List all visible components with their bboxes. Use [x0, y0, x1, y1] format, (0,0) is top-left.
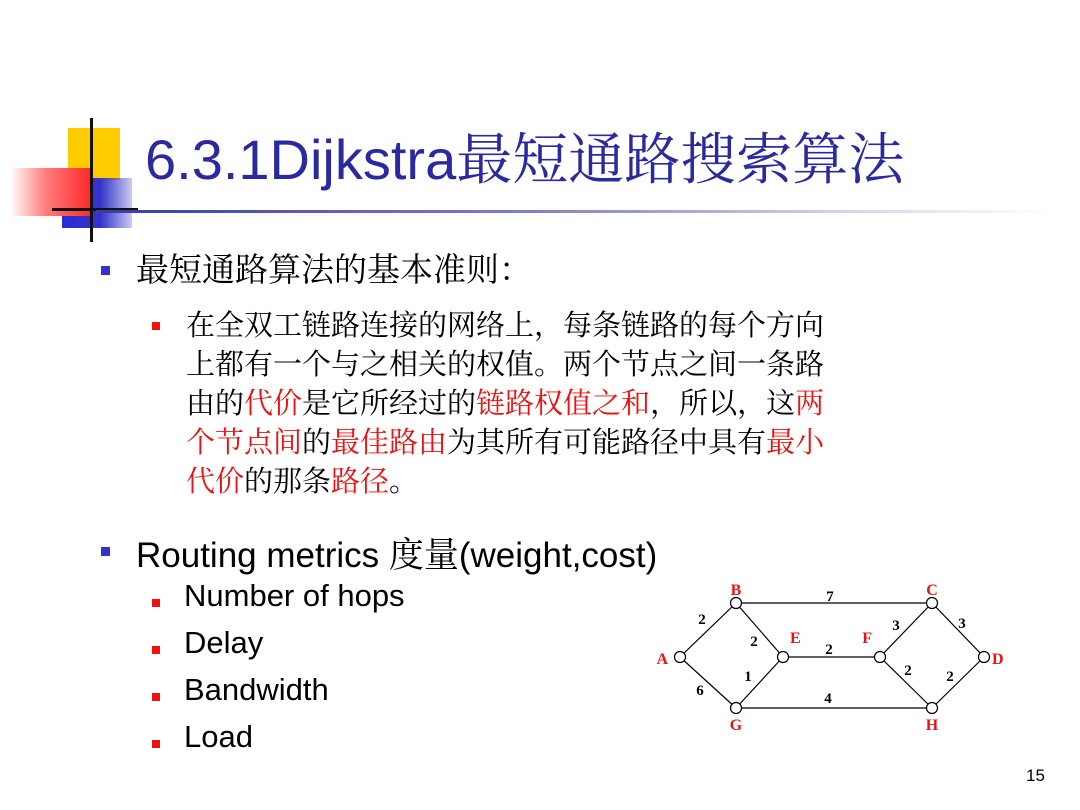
- highlight-text: 最小: [766, 425, 825, 459]
- principle-paragraph: [186, 306, 986, 501]
- paragraph-line: [186, 345, 986, 384]
- graph-edge-BE: [736, 603, 783, 657]
- edge-weight-HD: 2: [946, 669, 954, 685]
- edge-weight-BE: 2: [750, 634, 758, 650]
- node-label-D: D: [992, 651, 1004, 668]
- bullet-square-icon: [152, 322, 160, 330]
- graph-node-E: [778, 652, 789, 663]
- graph-node-F: [875, 652, 886, 663]
- paragraph-line: [186, 306, 986, 345]
- paragraph-line: [186, 462, 986, 501]
- slide-title: 6.3.1Dijkstra最短通路搜索算法: [145, 128, 905, 191]
- paragraph-text: 的那条: [244, 464, 332, 498]
- node-label-G: G: [729, 717, 743, 734]
- graph-node-B: [731, 598, 742, 609]
- network-graph: [650, 578, 1020, 740]
- graph-node-D: [979, 652, 990, 663]
- highlight-text: 路径: [331, 464, 390, 498]
- paragraph-line: [186, 423, 986, 462]
- graph-edge-HD: [932, 657, 984, 708]
- graph-node-C: [927, 598, 938, 609]
- paragraph-text: 上都有一个与之相关的权值。两个节点之间一条路: [186, 347, 825, 381]
- graph-edge-AG: [680, 657, 736, 708]
- paragraph-text: 由的: [186, 386, 245, 420]
- metric-item: Bandwidth: [184, 672, 329, 707]
- bullet-basic-principle: 最短通路算法的基本准则：: [136, 250, 532, 289]
- bullet-square-icon: [101, 547, 110, 556]
- edge-weight-GE: 1: [744, 669, 752, 685]
- graph-node-A: [675, 652, 686, 663]
- node-label-B: B: [730, 582, 742, 599]
- node-label-E: E: [790, 630, 801, 647]
- paragraph-text: 的: [302, 425, 332, 459]
- edge-weight-CD: 3: [958, 616, 966, 632]
- bullet-routing-metrics: Routing metrics 度量(weight,cost): [136, 536, 658, 575]
- highlight-text: 最佳路由: [331, 425, 448, 459]
- edge-weight-AG: 6: [696, 683, 704, 699]
- bullet-square-icon: [101, 266, 110, 275]
- edge-weight-EF: 2: [825, 642, 833, 658]
- metric-item: Number of hops: [184, 578, 405, 613]
- graph-edge-GE: [736, 657, 783, 708]
- highlight-text: 代价: [244, 386, 303, 420]
- edge-weight-BC: 7: [826, 589, 834, 605]
- graph-edge-AB: [680, 603, 736, 657]
- highlight-text: 两: [795, 386, 825, 420]
- paragraph-text: 。: [389, 464, 419, 498]
- edge-weight-FH: 2: [904, 663, 912, 679]
- edge-weight-FC: 3: [892, 618, 900, 634]
- page-number: 15: [1026, 766, 1045, 785]
- edge-weight-GH: 4: [824, 691, 832, 707]
- node-label-A: A: [656, 651, 668, 668]
- bullet-square-icon: [152, 693, 160, 701]
- bullet-square-icon: [152, 646, 160, 654]
- highlight-text: 代价: [186, 464, 245, 498]
- graph-edge-FC: [880, 603, 932, 657]
- paragraph-text: 是它所经过的: [302, 386, 477, 420]
- paragraph-text: ，所以，这: [650, 386, 796, 420]
- metric-item: Load: [184, 719, 253, 754]
- paragraph-text: 为其所有可能路径中具有: [447, 425, 767, 459]
- metric-item: Delay: [184, 625, 264, 660]
- highlight-text: 个节点间: [186, 425, 303, 459]
- node-label-F: F: [862, 630, 872, 647]
- decor-vertical-line: [90, 118, 93, 242]
- paragraph-line: [186, 384, 986, 423]
- graph-node-G: [731, 703, 742, 714]
- highlight-text: 链路权值之和: [476, 386, 651, 420]
- graph-node-H: [927, 703, 938, 714]
- bullet-square-icon: [152, 740, 160, 748]
- paragraph-text: 在全双工链路连接的网络上，每条链路的每个方向: [186, 308, 825, 342]
- node-label-C: C: [926, 582, 938, 599]
- node-label-H: H: [925, 717, 939, 734]
- title-underline: [96, 210, 1056, 213]
- bullet-square-icon: [152, 599, 160, 607]
- edge-weight-AB: 2: [698, 612, 706, 628]
